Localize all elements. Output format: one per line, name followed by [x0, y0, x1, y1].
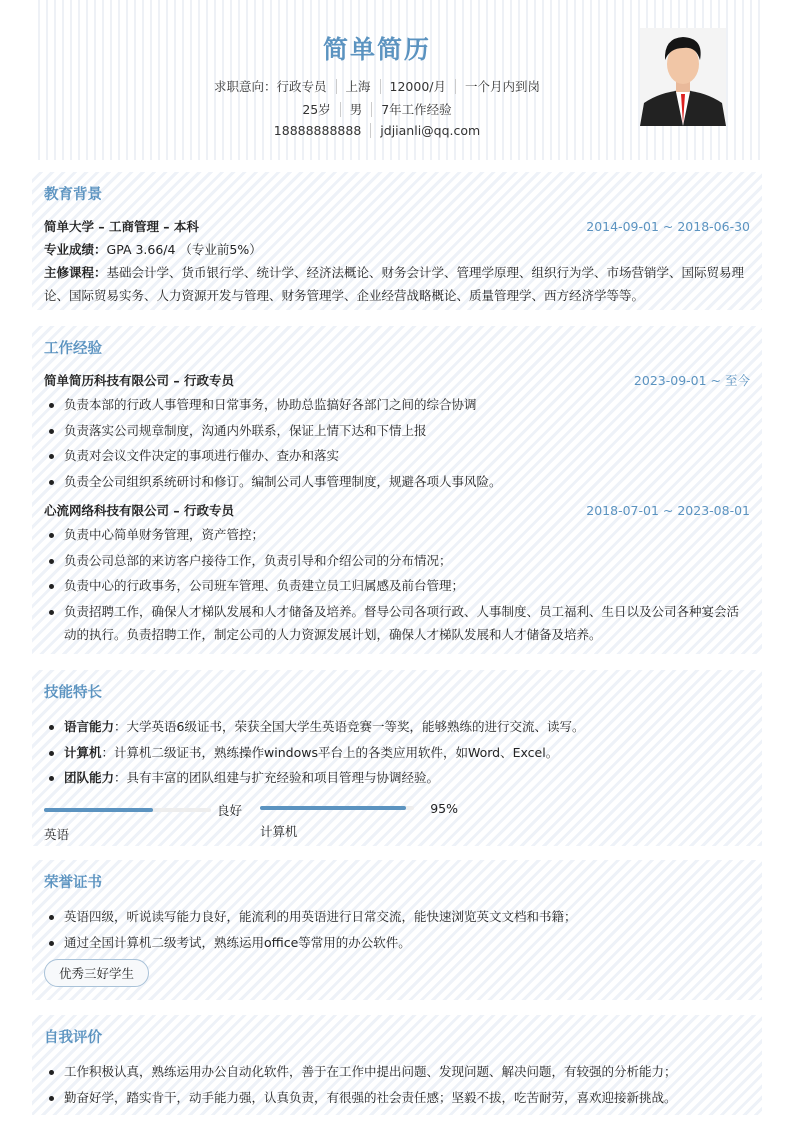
resume-header	[32, 0, 762, 160]
progress-fill	[260, 806, 406, 810]
courses: 基础会计学、货币银行学、统计学、经济法概论、财务会计学、管理学原理、组织行为学、市场营销学、国际贸易理论、国际贸易实务、人力资源开发与管理、财务管理学、企业经营战略概论、质量管理学、西方经济学等等。	[44, 265, 745, 303]
skill-text: ：计算机二级证书，熟练操作windows平台上的各类应用软件，如Word、Excel。	[101, 744, 559, 760]
skill-bar-english	[44, 801, 242, 843]
info-item: 上海	[336, 79, 380, 94]
list-item: 负责公司总部的来访客户接待工作，负责引导和介绍公司的分布情况；	[44, 548, 750, 574]
list-item: 负责中心的行政事务，公司班车管理、负责建立员工归属感及前台管理；	[44, 573, 750, 599]
info-item: 求职意向：行政专员	[213, 79, 327, 94]
info-item: 7年工作经验	[371, 102, 460, 117]
list-item: 负责中心简单财务管理，资产管控；	[44, 522, 750, 548]
list-item: 负责对会议文件决定的事项进行催办、查办和落实	[44, 443, 750, 469]
email: jdjianli@qq.com	[370, 123, 489, 138]
contact-row	[32, 123, 722, 138]
skill-label: 计算机	[64, 744, 102, 760]
level-text: 良好	[216, 802, 242, 818]
education-section	[32, 172, 762, 310]
list-item	[44, 714, 750, 740]
list-item	[44, 740, 750, 766]
section-title: 自我评价	[44, 1030, 102, 1046]
date-range: 2023-09-01 ~ 至今	[633, 373, 750, 388]
section-title: 工作经验	[44, 341, 102, 357]
school: 简单大学 – 工商管理 – 本科	[44, 219, 199, 234]
skill-name: 计算机	[260, 823, 298, 839]
job-company: 心流网络科技有限公司 – 行政专员	[44, 503, 234, 518]
self-evaluation-section	[32, 1015, 762, 1115]
skills-section	[32, 670, 762, 846]
progress-track	[260, 806, 414, 810]
list-item: 负责本部的行政人事管理和日常事务，协助总监搞好各部门之间的综合协调	[44, 392, 750, 418]
skill-bar-computer	[260, 801, 458, 843]
gpa-label: 专业成绩：	[44, 242, 107, 257]
personal-row	[32, 100, 722, 118]
date-range: 2014-09-01 ~ 2018-06-30	[586, 219, 750, 234]
level-text: 95%	[430, 800, 458, 816]
info-item: 男	[340, 102, 372, 117]
section-title: 技能特长	[44, 685, 102, 701]
section-title: 教育背景	[44, 187, 102, 203]
list-item: 通过全国计算机二级考试，熟练运用office等常用的办公软件。	[44, 930, 750, 956]
list-item: 工作积极认真，熟练运用办公自动化软件，善于在工作中提出问题、发现问题、解决问题，有较强的分析能力；	[44, 1059, 750, 1085]
skill-name: 英语	[44, 826, 70, 842]
section-title: 荣誉证书	[44, 875, 102, 891]
courses-label: 主修课程：	[44, 265, 107, 280]
job-company: 简单简历科技有限公司 – 行政专员	[44, 373, 234, 388]
info-item: 25岁	[302, 102, 331, 117]
list-item: 负责招聘工作，确保人才梯队发展和人才储备及培养。督导公司各项行政、人事制度、员工福利、生日以及公司各种宴会活动的执行。负责招聘工作，制定公司的人力资源发展计划，确保人才梯队发展和人才储备及培养。	[44, 599, 750, 646]
list-item: 英语四级，听说读写能力良好，能流利的用英语进行日常交流，能快速浏览英文文档和书籍；	[44, 904, 750, 930]
list-item: 负责全公司组织系统研讨和修订。编制公司人事管理制度，规避各项人事风险。	[44, 469, 750, 495]
list-item: 勤奋好学，踏实肯干，动手能力强，认真负责，有很强的社会责任感；坚毅不拔，吃苦耐劳，喜欢迎接新挑战。	[44, 1085, 750, 1111]
resume-title: 简单简历	[322, 35, 431, 64]
skill-label: 语言能力	[64, 719, 115, 734]
honor-tag: 优秀三好学生	[44, 959, 149, 987]
skill-text: ：具有丰富的团队组建与扩充经验和项目管理与协调经验。	[114, 770, 440, 785]
list-item	[44, 765, 750, 791]
skill-label: 团队能力	[64, 770, 115, 785]
honors-section	[32, 860, 762, 1000]
work-section	[32, 326, 762, 654]
list-item: 负责落实公司规章制度，沟通内外联系，保证上情下达和下情上报	[44, 418, 750, 444]
info-item: 一个月内到岗	[455, 79, 549, 94]
avatar-photo	[640, 28, 726, 126]
date-range: 2018-07-01 ~ 2023-08-01	[586, 503, 750, 518]
info-item: 12000/月	[380, 79, 455, 94]
job-intent-row	[32, 77, 722, 95]
progress-fill	[44, 808, 153, 812]
phone: 18888888888	[273, 123, 362, 138]
gpa: GPA 3.66/4 （专业前5%）	[106, 242, 262, 257]
skill-text: ：大学英语6级证书，荣获全国大学生英语竞赛一等奖，能够熟练的进行交流、读写。	[114, 719, 585, 734]
progress-track	[44, 808, 211, 812]
